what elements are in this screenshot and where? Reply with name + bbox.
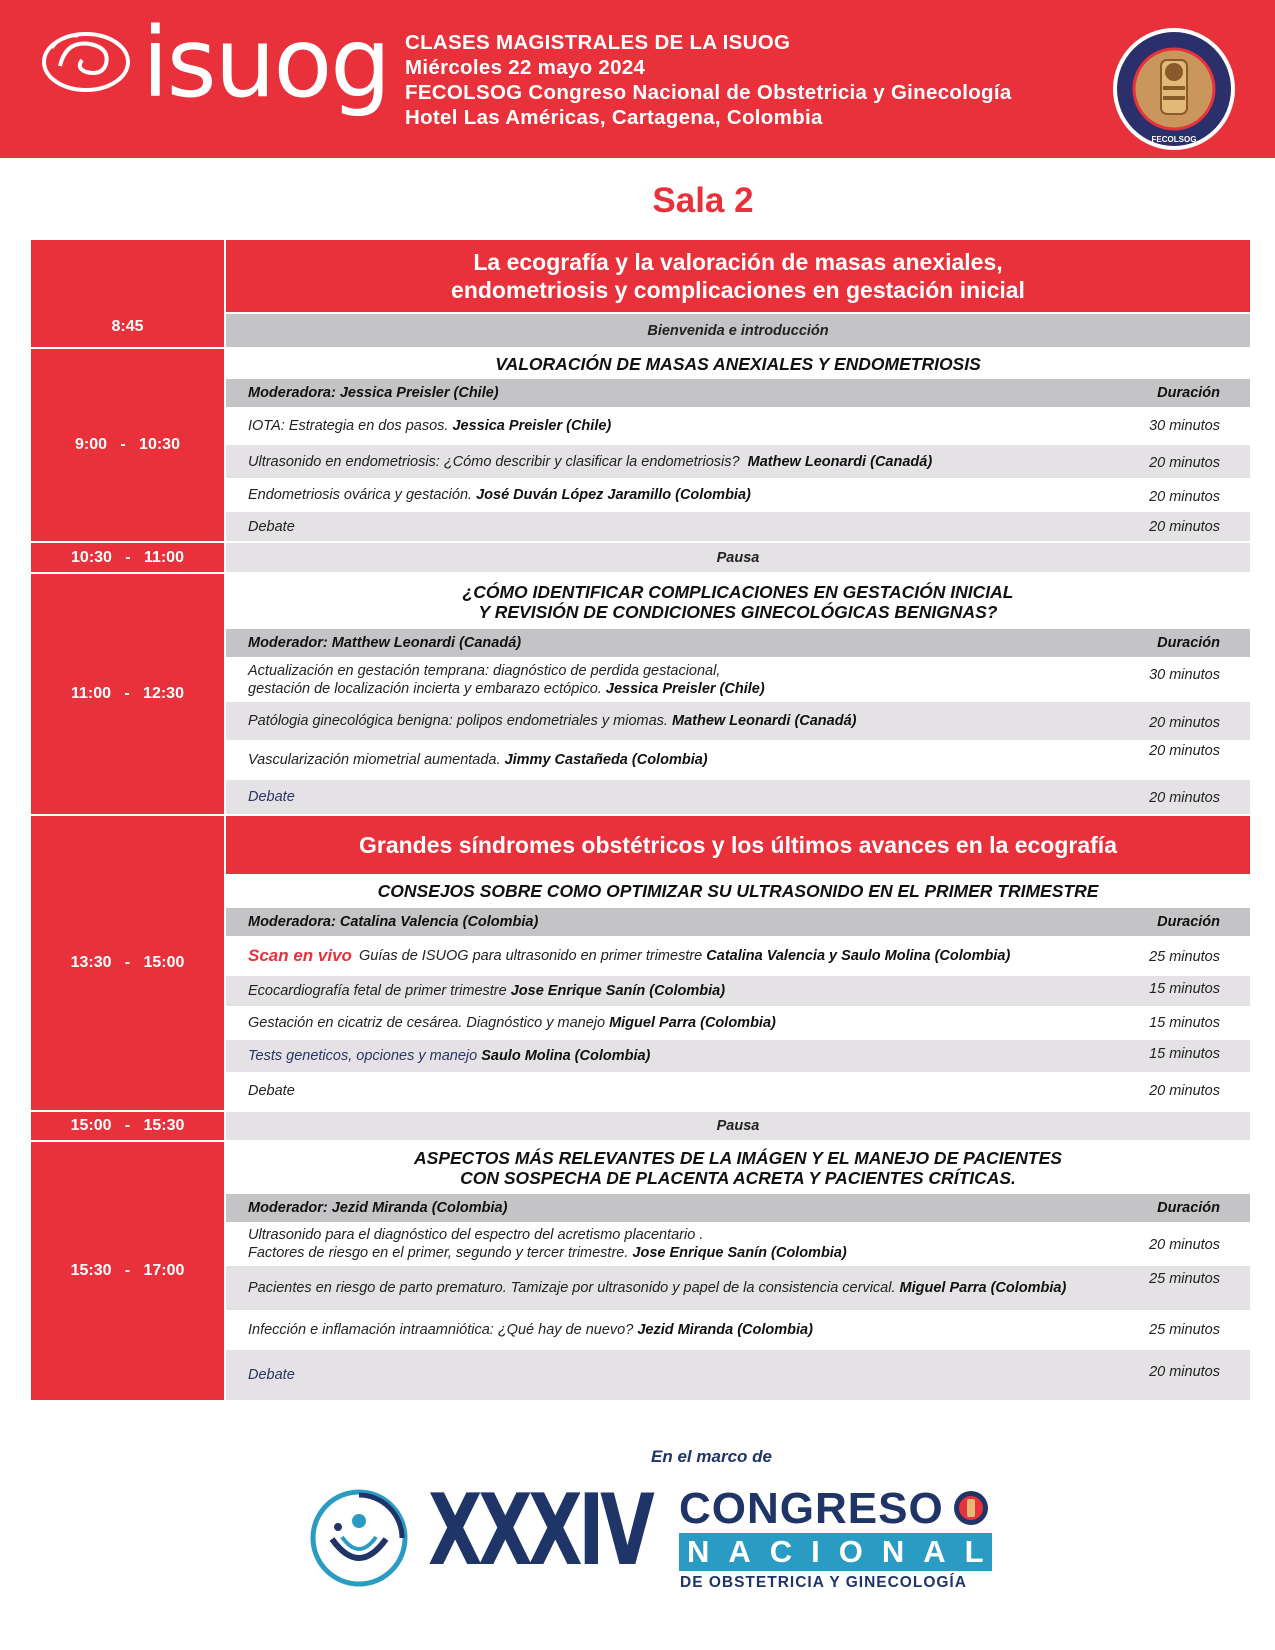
section-title: ¿CÓMO IDENTIFICAR COMPLICACIONES EN GESTACIÓN INICIAL Y REVISIÓN DE CONDICIONES GINECOLÓGICAS BENIGNAS? [226, 574, 1250, 629]
congress-number: XXXIV [428, 1474, 651, 1588]
moderator: Moderadora: Catalina Valencia (Colombia) [248, 914, 539, 930]
debate-row [226, 1072, 1250, 1110]
seal-abbr: FECOLSOG [1151, 135, 1197, 144]
event-line: Miércoles 22 mayo 2024 [405, 56, 646, 79]
debate-row [226, 1350, 1250, 1400]
talk-row [226, 657, 1250, 702]
talk-title-line2: Factores de riesgo en el primer, segundo y tercer trimestre. [248, 1245, 629, 1261]
moderator-row [226, 1194, 1250, 1222]
talk-duration: 20 minutos [1149, 790, 1220, 806]
congress-emblem-icon [308, 1487, 410, 1589]
isuog-wordmark: isuog [142, 7, 390, 119]
talk-title-line2: gestación de localización incierta y embarazo ectópico. [248, 680, 602, 697]
talk-title: Debate [248, 518, 295, 535]
talk-row [226, 478, 1250, 512]
time-cell: 13:30 - 15:00 [31, 816, 224, 1110]
talk-row [226, 1006, 1250, 1040]
national-banner: NACIONAL [679, 1533, 992, 1571]
moderator-row [226, 379, 1250, 407]
talk-duration: 20 minutos [1149, 455, 1220, 471]
debate-row [226, 780, 1250, 814]
speaker: Jose Enrique Sanín (Colombia) [632, 1245, 847, 1261]
talk-title: Ecocardiografía fetal de primer trimestre [248, 983, 507, 999]
talk-duration: 15 minutos [1149, 1046, 1220, 1062]
speaker: Jessica Preisler (Chile) [452, 418, 612, 434]
congress-word: CONGRESO [679, 1484, 944, 1533]
moderator-row [226, 629, 1250, 657]
time-cell: 10:30 - 11:00 [31, 543, 224, 572]
speaker: Jose Enrique Sanín (Colombia) [510, 983, 726, 999]
fecolsog-mini-seal-icon [953, 1490, 989, 1526]
talk-duration: 20 minutos [1149, 715, 1220, 731]
talk-duration: 20 minutos [1149, 1237, 1220, 1253]
talk-title: Endometriosis ovárica y gestación. [248, 487, 473, 503]
section-title: VALORACIÓN DE MASAS ANEXIALES Y ENDOMETRIOSIS [226, 349, 1250, 379]
moderator: Moderadora: Jessica Preisler (Chile) [248, 385, 499, 401]
talk-row [226, 407, 1250, 445]
talk-title: Infección e inflamación intraamniótica: ¿Qué hay de nuevo? [248, 1322, 634, 1338]
speaker: Catalina Valencia y Saulo Molina (Colombia) [706, 948, 1011, 964]
intro-row: Bienvenida e introducción [226, 314, 1250, 347]
time-cell: 15:00 - 15:30 [31, 1112, 224, 1140]
talk-title: Tests geneticos, opciones y manejo [248, 1048, 478, 1064]
talk-duration: 20 minutos [1149, 743, 1220, 759]
talk-title: Debate [248, 789, 295, 805]
block-title: Grandes síndromes obstétricos y los últimos avances en la ecografía [226, 816, 1250, 874]
speaker: Miguel Parra (Colombia) [899, 1280, 1067, 1296]
talk-title: Ultrasonido en endometriosis: ¿Cómo describir y clasificar la endometriosis? [248, 453, 740, 470]
speaker: José Duván López Jaramillo (Colombia) [476, 487, 751, 503]
talk-duration: 30 minutos [1149, 418, 1220, 434]
schedule [31, 240, 1250, 1400]
talk-row [226, 445, 1250, 478]
debate-row [226, 512, 1250, 541]
talk-duration: 25 minutos [1149, 1322, 1220, 1338]
event-line: Hotel Las Américas, Cartagena, Colombia [405, 106, 823, 129]
talk-duration: 15 minutos [1149, 981, 1220, 997]
block-title: La ecografía y la valoración de masas anexiales, endometriosis y complicaciones en gestación inicial [226, 240, 1250, 312]
time-cell: 9:00 - 10:30 [31, 349, 224, 541]
speaker: Mathew Leonardi (Canadá) [671, 713, 857, 729]
moderator-row [226, 908, 1250, 936]
talk-title: Guías de ISUOG para ultrasonido en primer trimestre [358, 948, 703, 964]
speaker: Miguel Parra (Colombia) [609, 1015, 776, 1031]
speaker: Saulo Molina (Colombia) [481, 1048, 651, 1064]
event-line: FECOLSOG Congreso Nacional de Obstetricia y Ginecología [405, 81, 1012, 104]
talk-title: Gestación en cicatriz de cesárea. Diagnóstico y manejo [248, 1015, 606, 1031]
talk-row [226, 1310, 1250, 1350]
talk-title: Debate [248, 1083, 295, 1099]
event-line: CLASES MAGISTRALES DE LA ISUOG [405, 31, 791, 54]
time-cell: 8:45 [31, 306, 224, 347]
talk-title: Ultrasonido para el diagnóstico del espectro del acretismo placentario . [248, 1227, 704, 1243]
talk-duration: 25 minutos [1149, 1271, 1220, 1287]
talk-duration: 30 minutos [1149, 667, 1220, 683]
break-row: Pausa [226, 543, 1250, 572]
speaker: Jimmy Castañeda (Colombia) [504, 752, 708, 768]
moderator: Moderador: Jezid Miranda (Colombia) [248, 1200, 508, 1216]
talk-duration: 20 minutos [1149, 1364, 1220, 1380]
talk-title: Pacientes en riesgo de parto prematuro. Tamizaje por ultrasonido y papel de la consistencia cervical. [248, 1280, 896, 1296]
talk-title: Debate [248, 1367, 295, 1383]
speaker: Jezid Miranda (Colombia) [637, 1322, 813, 1338]
talk-row [226, 1266, 1250, 1310]
talk-title: IOTA: Estrategia en dos pasos. [248, 418, 449, 434]
section-title: CONSEJOS SOBRE COMO OPTIMIZAR SU ULTRASONIDO EN EL PRIMER TRIMESTRE [226, 874, 1250, 908]
talk-title: Actualización en gestación temprana: diagnóstico de perdida gestacional, [248, 662, 721, 679]
framework-caption: En el marco de [651, 1447, 772, 1466]
talk-duration: 25 minutos [1149, 949, 1220, 965]
isuog-logo-icon [40, 26, 132, 94]
talk-title-cont [248, 680, 765, 698]
room-title: Sala 2 [652, 181, 754, 220]
duration-header: Duración [1157, 635, 1220, 651]
live-scan-tag: Scan en vivo [248, 946, 352, 965]
duration-header: Duración [1157, 385, 1220, 401]
talk-row [226, 976, 1250, 1006]
talk-title: Vascularización miometrial aumentada. [248, 752, 501, 768]
talk-duration: 20 minutos [1149, 519, 1220, 535]
talk-title: Patólogia ginecológica benigna: polipos endometriales y miomas. [248, 713, 668, 729]
time-cell: 11:00 - 12:30 [31, 574, 224, 814]
moderator: Moderador: Matthew Leonardi (Canadá) [248, 635, 522, 651]
talk-row [226, 1040, 1250, 1072]
talk-title-cont [248, 1244, 847, 1262]
break-row: Pausa [226, 1112, 1250, 1140]
talk-row [226, 702, 1250, 740]
talk-row [226, 1222, 1250, 1266]
page-header [0, 0, 1275, 158]
time-cell: 15:30 - 17:00 [31, 1142, 224, 1400]
speaker: Mathew Leonardi (Canadá) [747, 453, 933, 470]
duration-header: Duración [1157, 914, 1220, 930]
speaker: Jessica Preisler (Chile) [605, 680, 765, 697]
section-title: ASPECTOS MÁS RELEVANTES DE LA IMÁGEN Y EL MANEJO DE PACIENTES CON SOSPECHA DE PLACENTA ACRETA Y PACIENTES CRÍTICAS. [226, 1142, 1250, 1194]
talk-row [226, 936, 1250, 976]
event-info [405, 30, 1012, 130]
talk-duration: 20 minutos [1149, 489, 1220, 505]
congress-subtitle: DE OBSTETRICIA Y GINECOLOGÍA [680, 1574, 967, 1591]
duration-header: Duración [1157, 1200, 1220, 1216]
talk-row [226, 740, 1250, 780]
talk-duration: 15 minutos [1149, 1015, 1220, 1031]
fecolsog-seal-icon [1111, 26, 1237, 152]
talk-duration: 20 minutos [1149, 1083, 1220, 1099]
